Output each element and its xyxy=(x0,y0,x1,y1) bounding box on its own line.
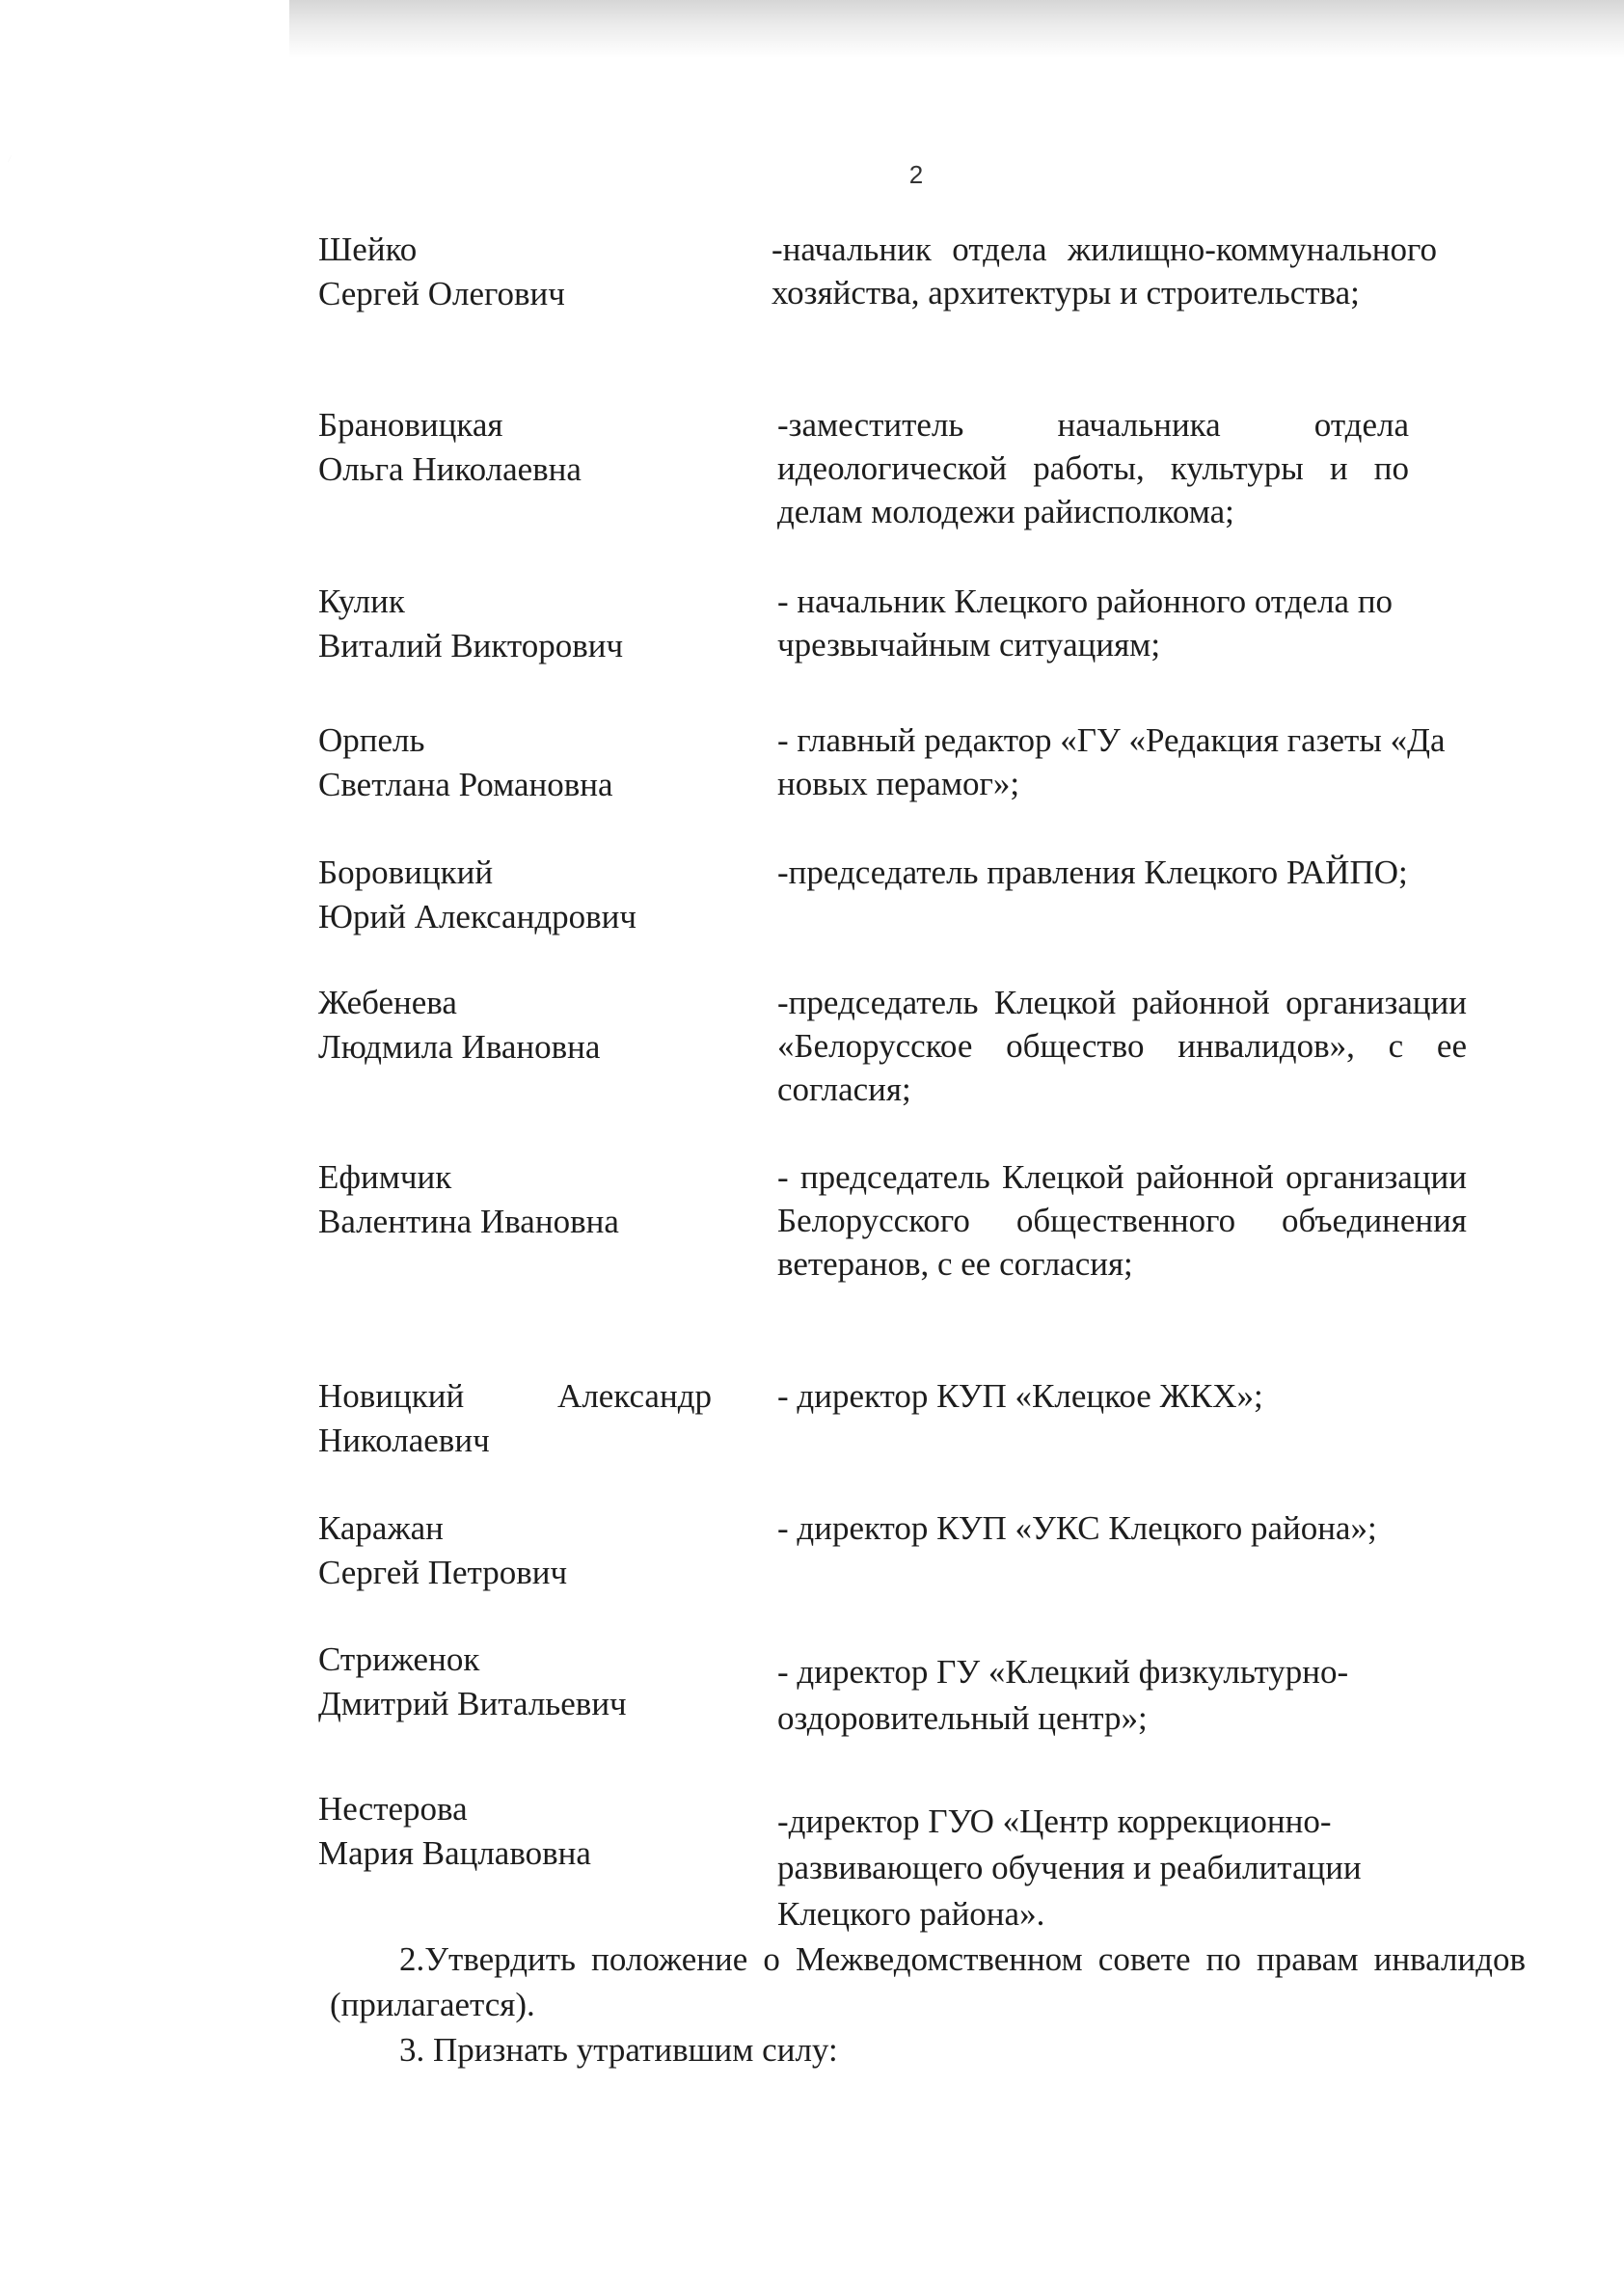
member-surname: Каражан xyxy=(318,1509,444,1547)
member-role: - директор КУП «УКС Клецкого района»; xyxy=(777,1509,1377,1547)
paragraph-approve-regulation: 2.Утвердить положение о Межведомственном совете по правам инвалидов (прилагается). xyxy=(330,1940,1526,2023)
member-given-name: Сергей Олегович xyxy=(318,275,565,312)
member-name xyxy=(318,1506,723,1595)
member-given-name: Ольга Николаевна xyxy=(318,450,582,488)
member-surname: Боровицкий xyxy=(318,854,494,891)
member-role: - председатель Клецкой районной организации Белорусского общественного объединения ветеранов, с ее согласия; xyxy=(777,1158,1467,1283)
member-surname: Жебенева xyxy=(318,984,457,1021)
member-given-name: Валентина Ивановна xyxy=(318,1203,619,1240)
member-given-name: Дмитрий Витальевич xyxy=(318,1685,627,1722)
member-role: -председатель Клецкой районной организации «Белорусское общество инвалидов», с ее согласия; xyxy=(777,984,1467,1108)
scan-edge-mark xyxy=(8,39,12,280)
member-surname: Кулик xyxy=(318,583,405,620)
member-name xyxy=(318,851,723,939)
member-surname: Нестерова xyxy=(318,1790,468,1828)
scan-shadow xyxy=(289,0,1624,58)
member-surname: Шейко xyxy=(318,230,418,268)
member-name xyxy=(318,580,723,668)
member-given-name: Светлана Романовна xyxy=(318,766,613,803)
paragraph-repeal: 3. Признать утратившим силу: xyxy=(399,2031,838,2069)
member-role: - директор КУП «Клецкое ЖКХ»; xyxy=(777,1377,1263,1415)
member-role: - директор ГУ «Клецкий физкультурно-оздоровительный центр»; xyxy=(777,1653,1349,1737)
member-given-name: Людмила Ивановна xyxy=(318,1028,601,1066)
member-role: - начальник Клецкого районного отдела по чрезвычайным ситуациям; xyxy=(777,583,1394,664)
member-role: -заместитель начальника отдела идеологической работы, культуры и по делам молодежи райисполкома; xyxy=(777,406,1409,530)
page-number: 2 xyxy=(908,160,924,189)
member-role: -начальник отдела жилищно-коммунального хозяйства, архитектуры и строительства; xyxy=(771,230,1437,312)
member-role: -директор ГУО «Центр коррекционно-развивающего обучения и реабилитации Клецкого района». xyxy=(777,1802,1362,1933)
member-name xyxy=(318,981,723,1070)
member-name xyxy=(318,403,723,492)
member-name xyxy=(318,1374,712,1463)
member-surname: Орпель xyxy=(318,721,425,759)
member-surname: Стриженок xyxy=(318,1640,480,1678)
member-given-name: Мария Вацлавовна xyxy=(318,1834,591,1872)
member-given-name: Юрий Александрович xyxy=(318,898,636,935)
member-name xyxy=(318,718,723,807)
member-given-name: Виталий Викторович xyxy=(318,627,624,664)
member-role: - главный редактор «ГУ «Редакция газеты «Да новых перамог»; xyxy=(777,721,1446,802)
member-given-name: Сергей Петрович xyxy=(318,1554,568,1591)
member-role: -председатель правления Клецкого РАЙПО; xyxy=(777,854,1408,891)
member-name xyxy=(318,1155,723,1244)
member-surname: Ефимчик xyxy=(318,1158,452,1196)
member-name xyxy=(318,1787,723,1876)
member-name xyxy=(318,228,723,316)
member-surname: Новицкий Александр xyxy=(318,1377,712,1415)
member-given-name: Николаевич xyxy=(318,1422,490,1459)
member-surname: Брановицкая xyxy=(318,406,503,444)
member-name xyxy=(318,1638,723,1726)
